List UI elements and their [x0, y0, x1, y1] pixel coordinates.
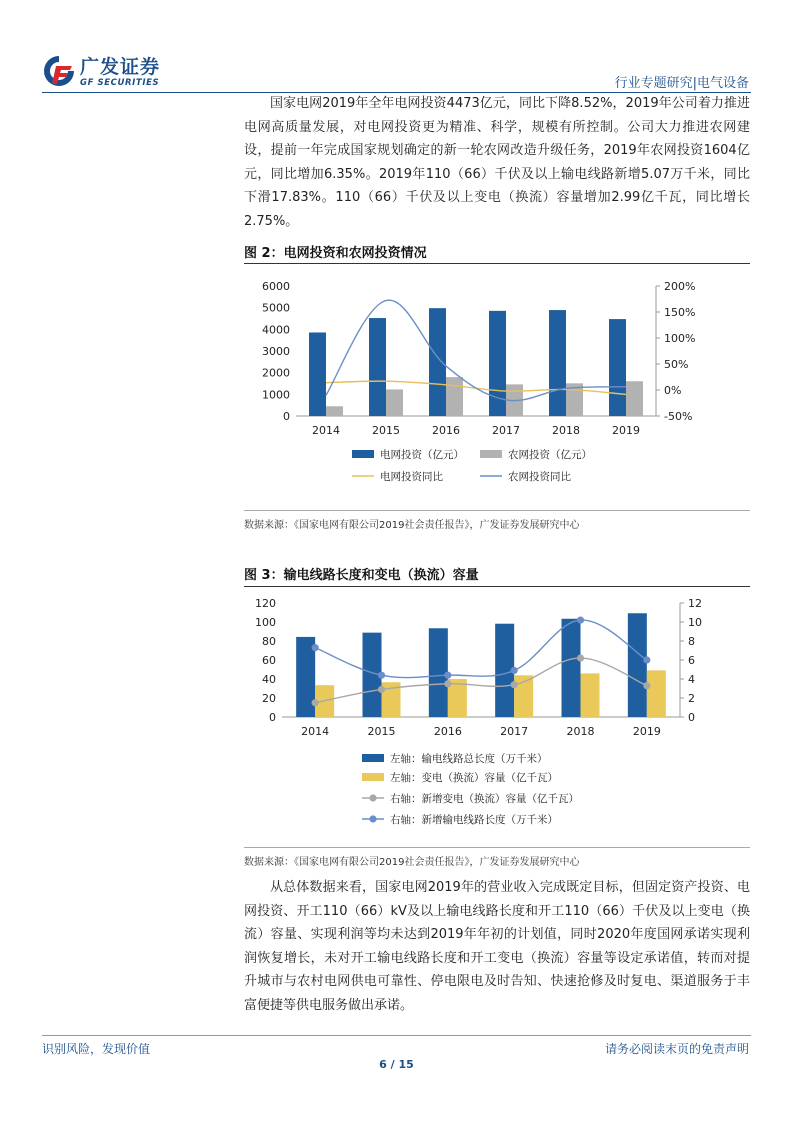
paragraph-text: 国家电网2019年全年电网投资4473亿元，同比下降8.52%，2019年公司着力推进电网高质量发展，对电网投资更为精准、科学，规模有所控制。公司大力推进农网建设，提前一年完成国家规划确定的新一轮农网改造升级任务，2019年农网投资1604亿元，同比增加6.35%。2019年110（66）千伏及以上输电线路新增5.07万千米，同比下滑17.83%。110（66）千伏及以上变电（换流）容量增加2.99亿千瓦，同比增长2.75%。	[244, 96, 750, 229]
bar-primary	[562, 619, 581, 717]
bar-primary	[429, 628, 448, 717]
series-point	[378, 686, 385, 693]
x-axis-category-label: 2018	[552, 424, 580, 437]
right-axis-tick-label: 4	[688, 673, 695, 686]
legend-label: 右轴：新增变电（换流）容量（亿千瓦）	[390, 793, 579, 805]
x-axis-category-label: 2017	[500, 725, 529, 738]
left-axis-tick-label: 3000	[262, 345, 290, 358]
right-axis-tick-label: 200%	[664, 280, 696, 293]
paragraph-text: 从总体数据来看，国家电网2019年的营业收入完成既定目标，但固定资产投资、电网投资、开工110（66）kV及以上输电线路长度和开工110（66）千伏及以上变电（换流）容量、实现利润等均未达到2019年年初的计划值，同时2020年度国网承诺实现利润恢复增长，未对开工输电线路长度和开工变电（换流）容量等设定承诺值，转而对提升城市与农村电网供电可靠性、停电限电及时告知、快速抢修及时复电、渠道服务于丰富便捷等供电服务做出承诺。	[244, 880, 750, 1013]
legend-label: 左轴：输电线路总长度（万千米）	[390, 753, 548, 765]
x-axis-category-label: 2019	[612, 424, 640, 437]
left-axis-tick-label: 40	[262, 673, 276, 686]
grid-investment-chart	[244, 270, 750, 498]
series-point	[511, 681, 518, 688]
figure3-title: 图 3：输电线路长度和变电（换流）容量	[244, 568, 479, 583]
series-point	[378, 672, 385, 679]
footer-divider	[42, 1035, 751, 1036]
bar-secondary	[446, 377, 463, 416]
bar-primary	[309, 332, 326, 416]
legend-label: 左轴：变电（换流）容量（亿千瓦）	[390, 772, 558, 784]
right-axis-tick-label: 0%	[664, 384, 682, 397]
bar-primary	[609, 319, 626, 416]
left-axis-tick-label: 4000	[262, 323, 290, 337]
series-point	[312, 644, 319, 651]
footer-disclaimer-note: 请务必阅读末页的免责声明	[604, 1042, 749, 1056]
left-axis-tick-label: 1000	[262, 388, 290, 402]
summary-paragraph	[244, 876, 750, 1018]
x-axis-category-label: 2016	[432, 424, 460, 437]
figure2-title: 图 2：电网投资和农网投资情况	[244, 246, 427, 261]
figure3-top-rule	[244, 586, 750, 587]
right-axis-tick-label: 10	[688, 616, 702, 629]
figure2-bottom-rule	[244, 510, 750, 511]
left-axis-tick-label: 100	[255, 616, 276, 629]
legend-swatch	[352, 450, 374, 458]
legend-marker	[369, 794, 376, 801]
series-point	[577, 655, 584, 662]
series-point	[643, 682, 650, 689]
x-axis-category-label: 2015	[367, 725, 396, 738]
x-axis-category-label: 2018	[566, 725, 595, 738]
right-axis-tick-label: 50%	[664, 358, 689, 371]
figure3-bottom-rule	[244, 847, 750, 848]
legend-label: 农网投资（亿元）	[508, 449, 592, 461]
company-logo	[42, 52, 182, 96]
footer-slogan: 识别风险，发现价值	[42, 1042, 151, 1056]
legend-swatch	[362, 754, 384, 762]
x-axis-category-label: 2019	[632, 725, 661, 738]
x-axis-category-label: 2015	[372, 424, 400, 437]
left-axis-tick-label: 0	[283, 410, 290, 423]
figure2-top-rule	[244, 263, 750, 264]
legend-label: 右轴：新增输电线路长度（万千米）	[390, 814, 558, 826]
series-point	[511, 667, 518, 674]
right-axis-tick-label: 8	[688, 635, 695, 648]
left-axis-tick-label: 5000	[262, 301, 290, 315]
left-axis-tick-label: 60	[262, 654, 276, 667]
bar-primary	[489, 311, 506, 416]
left-axis-tick-label: 80	[262, 635, 276, 648]
series-point	[444, 672, 451, 679]
series-point	[643, 656, 650, 663]
report-category: 行业专题研究|电气设备	[614, 76, 749, 91]
left-axis-tick-label: 0	[269, 711, 276, 724]
bar-secondary	[386, 389, 403, 416]
bar-secondary	[326, 406, 343, 416]
bar-primary	[549, 310, 566, 416]
series-point	[577, 617, 584, 624]
bar-secondary	[647, 670, 666, 717]
transmission-line-chart	[244, 592, 750, 842]
right-axis-tick-label: -50%	[664, 410, 693, 423]
series-point	[444, 680, 451, 687]
x-axis-category-label: 2014	[312, 424, 340, 437]
legend-swatch	[362, 773, 384, 781]
right-axis-tick-label: 0	[688, 711, 695, 724]
right-axis-tick-label: 12	[688, 597, 702, 610]
logo-text-en: GF SECURITIES	[80, 78, 160, 88]
bar-secondary	[581, 673, 600, 717]
x-axis-category-label: 2014	[301, 725, 330, 738]
x-axis-category-label: 2017	[492, 424, 520, 437]
legend-label: 电网投资同比	[380, 471, 443, 483]
left-axis-tick-label: 2000	[262, 366, 290, 380]
series-point	[312, 699, 319, 706]
bar-primary	[628, 613, 647, 717]
legend-marker	[369, 815, 376, 822]
right-axis-tick-label: 6	[688, 654, 695, 667]
right-axis-tick-label: 150%	[664, 306, 696, 319]
left-axis-tick-label: 6000	[262, 280, 290, 293]
legend-label: 电网投资（亿元）	[380, 449, 464, 461]
figure3-source: 数据来源：《国家电网有限公司2019社会责任报告》，广发证券发展研究中心	[244, 857, 580, 868]
x-axis-category-label: 2016	[433, 725, 462, 738]
left-axis-tick-label: 120	[255, 597, 276, 610]
bar-primary	[369, 318, 386, 416]
legend-swatch	[480, 450, 502, 458]
figure2-source: 数据来源：《国家电网有限公司2019社会责任报告》，广发证券发展研究中心	[244, 520, 580, 531]
legend-label: 农网投资同比	[508, 471, 571, 483]
right-axis-tick-label: 100%	[664, 332, 696, 345]
logo-text-cn: 广发证券	[80, 56, 161, 78]
page-number: 6 / 15	[379, 1058, 414, 1071]
right-axis-tick-label: 2	[688, 692, 695, 705]
gf-logo-icon	[42, 54, 76, 88]
left-axis-tick-label: 20	[262, 692, 276, 705]
bar-primary	[429, 308, 446, 416]
intro-paragraph	[244, 92, 750, 234]
bar-secondary	[626, 381, 643, 416]
